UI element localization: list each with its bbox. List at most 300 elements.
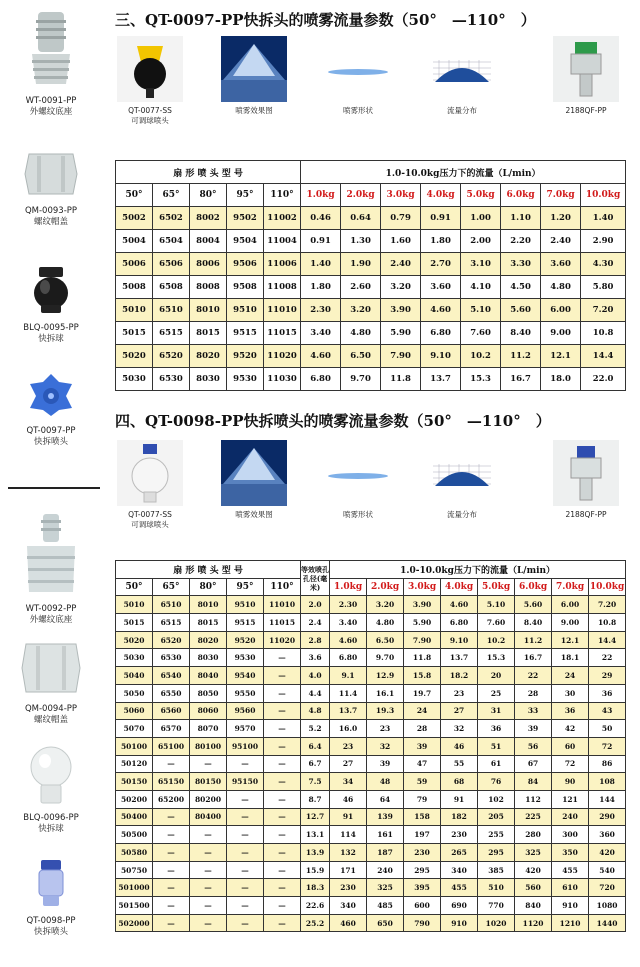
thread-cap-image xyxy=(23,150,79,198)
table-cell: 11.8 xyxy=(404,649,441,667)
table-cell: 16.7 xyxy=(501,368,541,391)
table-cell: — xyxy=(227,755,264,773)
table-cell: 13.7 xyxy=(441,649,478,667)
table-cell: 30 xyxy=(552,684,589,702)
section-2-title: 四、QT-0098-PP快拆喷头的喷雾流量参数（50° —110° ） xyxy=(115,412,551,430)
table-cell: 2.8 xyxy=(301,631,330,649)
table-cell: 18.2 xyxy=(441,667,478,685)
table-cell: 0.91 xyxy=(301,230,341,253)
table-cell: 230 xyxy=(441,826,478,844)
table-cell: 23 xyxy=(441,684,478,702)
table-cell: 33 xyxy=(515,702,552,720)
table-cell: 139 xyxy=(367,808,404,826)
table-cell: 9570 xyxy=(227,720,264,738)
table-cell: 9.00 xyxy=(541,322,581,345)
spray-shape-image xyxy=(325,36,391,102)
table-cell: 14.4 xyxy=(589,631,626,649)
table-cell: 65150 xyxy=(153,773,190,791)
table-cell: 720 xyxy=(589,879,626,897)
table-cell: 22 xyxy=(589,649,626,667)
table-cell: 1.10 xyxy=(501,207,541,230)
table-cell: 502000 xyxy=(116,914,153,932)
flow-distribution-image xyxy=(429,440,495,506)
table-row xyxy=(116,879,626,897)
model-header: 扇 形 喷 头 型 号 xyxy=(116,561,301,579)
table-row xyxy=(116,614,626,632)
table-cell: 8020 xyxy=(190,631,227,649)
table-cell: 11015 xyxy=(264,614,301,632)
table-cell: 114 xyxy=(330,826,367,844)
table-cell: 19.3 xyxy=(367,702,404,720)
quick-ball-image xyxy=(26,745,76,805)
part-code: BLQ-0095-PP xyxy=(23,323,79,333)
table-cell: 5010 xyxy=(116,299,153,322)
table-cell: 1020 xyxy=(478,914,515,932)
table-cell: 86 xyxy=(589,755,626,773)
table-cell: 56 xyxy=(515,737,552,755)
table-cell: 4.4 xyxy=(301,684,330,702)
table-cell: — xyxy=(264,808,301,826)
table-cell: 32 xyxy=(367,737,404,755)
table-cell: 5002 xyxy=(116,207,153,230)
table-cell: 16.7 xyxy=(515,649,552,667)
table-cell: — xyxy=(264,702,301,720)
table-cell: 7.20 xyxy=(581,299,626,322)
orifice-header: 等效喷孔孔径(毫米) xyxy=(301,561,330,596)
table-cell: 6515 xyxy=(153,614,190,632)
table-cell: 3.90 xyxy=(381,299,421,322)
table-row xyxy=(116,808,626,826)
thumb-2188qf xyxy=(546,440,626,520)
table-cell: 650 xyxy=(367,914,404,932)
table-cell: 5006 xyxy=(116,253,153,276)
table-cell: 560 xyxy=(515,879,552,897)
table-cell: 6506 xyxy=(153,253,190,276)
table-cell: — xyxy=(190,826,227,844)
table-row xyxy=(116,368,626,391)
table-cell: 34 xyxy=(330,773,367,791)
pressure-header: 10.0kg xyxy=(581,184,626,207)
thumb-spray-shape xyxy=(318,440,398,520)
table-cell: — xyxy=(153,808,190,826)
table-cell: 9515 xyxy=(227,614,264,632)
flow-header: 1.0-10.0kg压力下的流量（L/min） xyxy=(301,161,626,184)
pressure-header: 5.0kg xyxy=(461,184,501,207)
thumb-label: 流量分布 xyxy=(447,510,477,519)
table-cell: 6530 xyxy=(153,368,190,391)
part-wt-0091 xyxy=(2,10,100,118)
thumb-label: 2188QF-PP xyxy=(565,510,607,519)
table-row xyxy=(116,861,626,879)
table-cell: 3.20 xyxy=(381,276,421,299)
table-cell: 11010 xyxy=(264,299,301,322)
table-cell: 8002 xyxy=(190,207,227,230)
part-code: BLQ-0096-PP xyxy=(23,813,79,823)
section-1-flow-table xyxy=(115,160,626,391)
table-cell: 23 xyxy=(330,737,367,755)
pressure-header: 7.0kg xyxy=(541,184,581,207)
table-cell: 13.7 xyxy=(330,702,367,720)
table-cell: 5.60 xyxy=(515,596,552,614)
table-cell: 455 xyxy=(552,861,589,879)
table-cell: 80400 xyxy=(190,808,227,826)
table-cell: — xyxy=(190,914,227,932)
table-cell: 460 xyxy=(330,914,367,932)
table-cell: 39 xyxy=(515,720,552,738)
table-cell: 8015 xyxy=(190,322,227,345)
thumb-label: 喷雾效果图 xyxy=(235,106,273,115)
table-cell: 4.60 xyxy=(421,299,461,322)
table-cell: 910 xyxy=(441,914,478,932)
table-cell: 0.79 xyxy=(381,207,421,230)
table-cell: 15.8 xyxy=(404,667,441,685)
table-cell: 0.46 xyxy=(301,207,341,230)
table-cell: 6530 xyxy=(153,649,190,667)
table-cell: 47 xyxy=(404,755,441,773)
table-cell: 5004 xyxy=(116,230,153,253)
table-cell: 6504 xyxy=(153,230,190,253)
part-name: 快拆球 xyxy=(38,824,64,834)
table-cell: 2.00 xyxy=(461,230,501,253)
table-cell: 22.6 xyxy=(301,897,330,915)
table-cell: 22.0 xyxy=(581,368,626,391)
angle-header: 50° xyxy=(116,578,153,596)
part-code: WT-0092-PP xyxy=(25,604,77,614)
table-cell: — xyxy=(264,755,301,773)
table-cell: 9510 xyxy=(227,299,264,322)
table-cell: 4.80 xyxy=(367,614,404,632)
pressure-header: 2.0kg xyxy=(367,578,404,596)
table-cell: 5030 xyxy=(116,649,153,667)
table-cell: 7.60 xyxy=(478,614,515,632)
angle-header: 50° xyxy=(116,184,153,207)
table-cell: — xyxy=(190,844,227,862)
table-cell: — xyxy=(227,808,264,826)
table-cell: 2.0 xyxy=(301,596,330,614)
table-cell: 65100 xyxy=(153,737,190,755)
table-cell: 10.8 xyxy=(589,614,626,632)
table-cell: 144 xyxy=(589,790,626,808)
table-header-row xyxy=(116,561,626,579)
table-cell: 80200 xyxy=(190,790,227,808)
table-cell: 3.10 xyxy=(461,253,501,276)
table-cell: 8004 xyxy=(190,230,227,253)
table-cell: 22 xyxy=(515,667,552,685)
table-cell: 11.2 xyxy=(515,631,552,649)
table-cell: 25.2 xyxy=(301,914,330,932)
table-cell: 9508 xyxy=(227,276,264,299)
thumb-label: 喷雾效果图 xyxy=(235,510,273,519)
table-row xyxy=(116,322,626,345)
pressure-header: 2.0kg xyxy=(341,184,381,207)
angle-header: 80° xyxy=(190,184,227,207)
table-row xyxy=(116,844,626,862)
thumb-label: 2188QF-PP xyxy=(565,106,607,115)
table-cell: 8015 xyxy=(190,614,227,632)
table-cell: 50580 xyxy=(116,844,153,862)
quick-nozzle-image xyxy=(31,858,71,908)
table-cell: 420 xyxy=(589,844,626,862)
table-cell: 8070 xyxy=(190,720,227,738)
part-qm-0093 xyxy=(2,150,100,228)
angle-header: 95° xyxy=(227,578,264,596)
angle-header: 110° xyxy=(264,578,301,596)
table-cell: 11020 xyxy=(264,631,301,649)
table-cell: 91 xyxy=(330,808,367,826)
table-cell: 132 xyxy=(330,844,367,862)
adjustable-ball-nozzle-image xyxy=(117,36,183,102)
table-cell: 6550 xyxy=(153,684,190,702)
table-cell: 295 xyxy=(404,861,441,879)
table-cell: 13.7 xyxy=(421,368,461,391)
nozzle-2188qf-image xyxy=(553,36,619,102)
table-cell: 39 xyxy=(404,737,441,755)
pressure-header: 6.0kg xyxy=(501,184,541,207)
table-cell: 9515 xyxy=(227,322,264,345)
thumb-spray-effect xyxy=(214,36,294,116)
table-cell: 12.1 xyxy=(541,345,581,368)
table-cell: 9506 xyxy=(227,253,264,276)
table-row xyxy=(116,667,626,685)
table-cell: 2.30 xyxy=(301,299,341,322)
table-cell: 6.7 xyxy=(301,755,330,773)
table-cell: 11020 xyxy=(264,345,301,368)
table-cell: 360 xyxy=(589,826,626,844)
pressure-header: 6.0kg xyxy=(515,578,552,596)
table-cell: 51 xyxy=(478,737,515,755)
table-cell: 55 xyxy=(441,755,478,773)
table-row xyxy=(116,702,626,720)
table-cell: 31 xyxy=(478,702,515,720)
table-cell: 171 xyxy=(330,861,367,879)
table-cell: 5020 xyxy=(116,631,153,649)
nozzle-2188qf-image xyxy=(553,440,619,506)
part-name: 快拆喷头 xyxy=(33,437,68,447)
table-cell: 610 xyxy=(552,879,589,897)
table-cell: — xyxy=(264,720,301,738)
table-cell: 3.60 xyxy=(421,276,461,299)
table-cell: 18.3 xyxy=(301,879,330,897)
table-cell: 255 xyxy=(478,826,515,844)
table-cell: — xyxy=(227,844,264,862)
table-cell: 12.1 xyxy=(552,631,589,649)
part-name: 快拆球 xyxy=(38,334,64,344)
threaded-base-image xyxy=(23,512,79,596)
table-cell: 5015 xyxy=(116,614,153,632)
table-cell: 8020 xyxy=(190,345,227,368)
section-1-thumbnails xyxy=(110,36,635,136)
table-cell: 8060 xyxy=(190,702,227,720)
table-cell: 158 xyxy=(404,808,441,826)
table-cell: 9502 xyxy=(227,207,264,230)
table-cell: — xyxy=(190,755,227,773)
spray-effect-image xyxy=(221,36,287,102)
table-cell: 27 xyxy=(441,702,478,720)
table-cell: 14.4 xyxy=(581,345,626,368)
table-cell: 5020 xyxy=(116,345,153,368)
table-cell: 11006 xyxy=(264,253,301,276)
sidebar-divider xyxy=(8,487,100,489)
table-cell: — xyxy=(153,755,190,773)
part-blq-0095 xyxy=(2,265,100,345)
thumb-2188qf xyxy=(546,36,626,116)
section-2-flow-table xyxy=(115,560,626,932)
table-cell: 1.40 xyxy=(301,253,341,276)
table-cell: 121 xyxy=(552,790,589,808)
table-cell: 4.10 xyxy=(461,276,501,299)
table-cell: 32 xyxy=(441,720,478,738)
table-cell: 50150 xyxy=(116,773,153,791)
table-cell: 9520 xyxy=(227,631,264,649)
table-cell: 9530 xyxy=(227,368,264,391)
table-cell: 12.9 xyxy=(367,667,404,685)
table-cell: 8030 xyxy=(190,368,227,391)
table-cell: 6.80 xyxy=(441,614,478,632)
table-cell: — xyxy=(264,914,301,932)
table-cell: 9550 xyxy=(227,684,264,702)
table-cell: 9.10 xyxy=(421,345,461,368)
part-code: WT-0091-PP xyxy=(25,96,77,106)
table-cell: 325 xyxy=(367,879,404,897)
parts-sidebar xyxy=(0,0,102,967)
quick-nozzle-image xyxy=(26,372,76,418)
table-cell: 0.91 xyxy=(421,207,461,230)
table-cell: 501000 xyxy=(116,879,153,897)
table-cell: 8010 xyxy=(190,596,227,614)
table-cell: — xyxy=(227,861,264,879)
table-cell: 50750 xyxy=(116,861,153,879)
table-cell: 8.40 xyxy=(501,322,541,345)
thumb-label: QT-0077-SS xyxy=(128,510,172,519)
table-cell: 11.2 xyxy=(501,345,541,368)
table-cell: 9.00 xyxy=(552,614,589,632)
table-cell: 24 xyxy=(404,702,441,720)
table-cell: 28 xyxy=(404,720,441,738)
table-cell: 295 xyxy=(478,844,515,862)
table-row xyxy=(116,755,626,773)
table-row xyxy=(116,914,626,932)
table-cell: — xyxy=(153,879,190,897)
table-cell: 24 xyxy=(552,667,589,685)
table-cell: 8008 xyxy=(190,276,227,299)
thumb-adjustable-ball-nozzle xyxy=(110,36,190,126)
table-cell: 39 xyxy=(367,755,404,773)
table-cell: 840 xyxy=(515,897,552,915)
thumb-label: QT-0077-SS xyxy=(128,106,172,115)
thumb-flow-distribution xyxy=(422,440,502,520)
table-cell: 5040 xyxy=(116,667,153,685)
table-cell: 5.90 xyxy=(404,614,441,632)
table-cell: 187 xyxy=(367,844,404,862)
table-row xyxy=(116,299,626,322)
angle-header: 110° xyxy=(264,184,301,207)
pressure-header: 4.0kg xyxy=(421,184,461,207)
table-cell: 4.80 xyxy=(541,276,581,299)
table-cell: 8030 xyxy=(190,649,227,667)
table-cell: 61 xyxy=(478,755,515,773)
table-cell: 5050 xyxy=(116,684,153,702)
table-cell: 10.2 xyxy=(478,631,515,649)
table-cell: 161 xyxy=(367,826,404,844)
table-cell: 29 xyxy=(589,667,626,685)
table-cell: 6570 xyxy=(153,720,190,738)
table-cell: 9504 xyxy=(227,230,264,253)
table-cell: 2.40 xyxy=(541,230,581,253)
table-cell: — xyxy=(227,790,264,808)
table-cell: 6515 xyxy=(153,322,190,345)
table-cell: 3.90 xyxy=(404,596,441,614)
pressure-header: 1.0kg xyxy=(301,184,341,207)
table-cell: 11015 xyxy=(264,322,301,345)
table-cell: 27 xyxy=(330,755,367,773)
table-cell: 6.50 xyxy=(367,631,404,649)
table-cell: 65200 xyxy=(153,790,190,808)
pressure-header: 1.0kg xyxy=(330,578,367,596)
table-cell: — xyxy=(264,737,301,755)
part-name: 外螺纹底座 xyxy=(29,615,73,625)
table-cell: 3.40 xyxy=(330,614,367,632)
table-cell: 2.30 xyxy=(330,596,367,614)
table-cell: 60 xyxy=(552,737,589,755)
table-cell: 95150 xyxy=(227,773,264,791)
table-cell: 43 xyxy=(589,702,626,720)
flow-header: 1.0-10.0kg压力下的流量（L/min） xyxy=(330,561,626,579)
table-subheader-row xyxy=(116,184,626,207)
table-cell: 300 xyxy=(552,826,589,844)
table-cell: 36 xyxy=(552,702,589,720)
part-code: QT-0097-PP xyxy=(26,426,76,436)
table-cell: 230 xyxy=(330,879,367,897)
table-cell: 690 xyxy=(441,897,478,915)
table-cell: 50100 xyxy=(116,737,153,755)
table-cell: 7.90 xyxy=(381,345,421,368)
pressure-header: 4.0kg xyxy=(441,578,478,596)
table-cell: 455 xyxy=(441,879,478,897)
table-cell: 108 xyxy=(589,773,626,791)
table-cell: — xyxy=(264,649,301,667)
table-cell: 6560 xyxy=(153,702,190,720)
table-cell: 20 xyxy=(478,667,515,685)
table-cell: 280 xyxy=(515,826,552,844)
table-cell: 540 xyxy=(589,861,626,879)
table-cell: 4.8 xyxy=(301,702,330,720)
table-cell: 13.1 xyxy=(301,826,330,844)
table-cell: — xyxy=(264,826,301,844)
table-cell: 6508 xyxy=(153,276,190,299)
table-cell: 84 xyxy=(515,773,552,791)
table-cell: 910 xyxy=(552,897,589,915)
table-cell: 11008 xyxy=(264,276,301,299)
table-cell: 5.60 xyxy=(501,299,541,322)
table-cell: 5.10 xyxy=(478,596,515,614)
table-cell: 6520 xyxy=(153,631,190,649)
table-cell: 3.60 xyxy=(541,253,581,276)
table-cell: 59 xyxy=(404,773,441,791)
thumb-flow-distribution xyxy=(422,36,502,116)
table-cell: 4.30 xyxy=(581,253,626,276)
table-cell: — xyxy=(227,914,264,932)
table-cell: 23 xyxy=(367,720,404,738)
table-cell: 1.90 xyxy=(341,253,381,276)
table-cell: 4.60 xyxy=(301,345,341,368)
table-cell: 50 xyxy=(589,720,626,738)
table-cell: 230 xyxy=(404,844,441,862)
table-cell: — xyxy=(153,914,190,932)
table-cell: 28 xyxy=(515,684,552,702)
threaded-base-image xyxy=(26,10,76,88)
table-row xyxy=(116,737,626,755)
table-cell: 11.8 xyxy=(381,368,421,391)
